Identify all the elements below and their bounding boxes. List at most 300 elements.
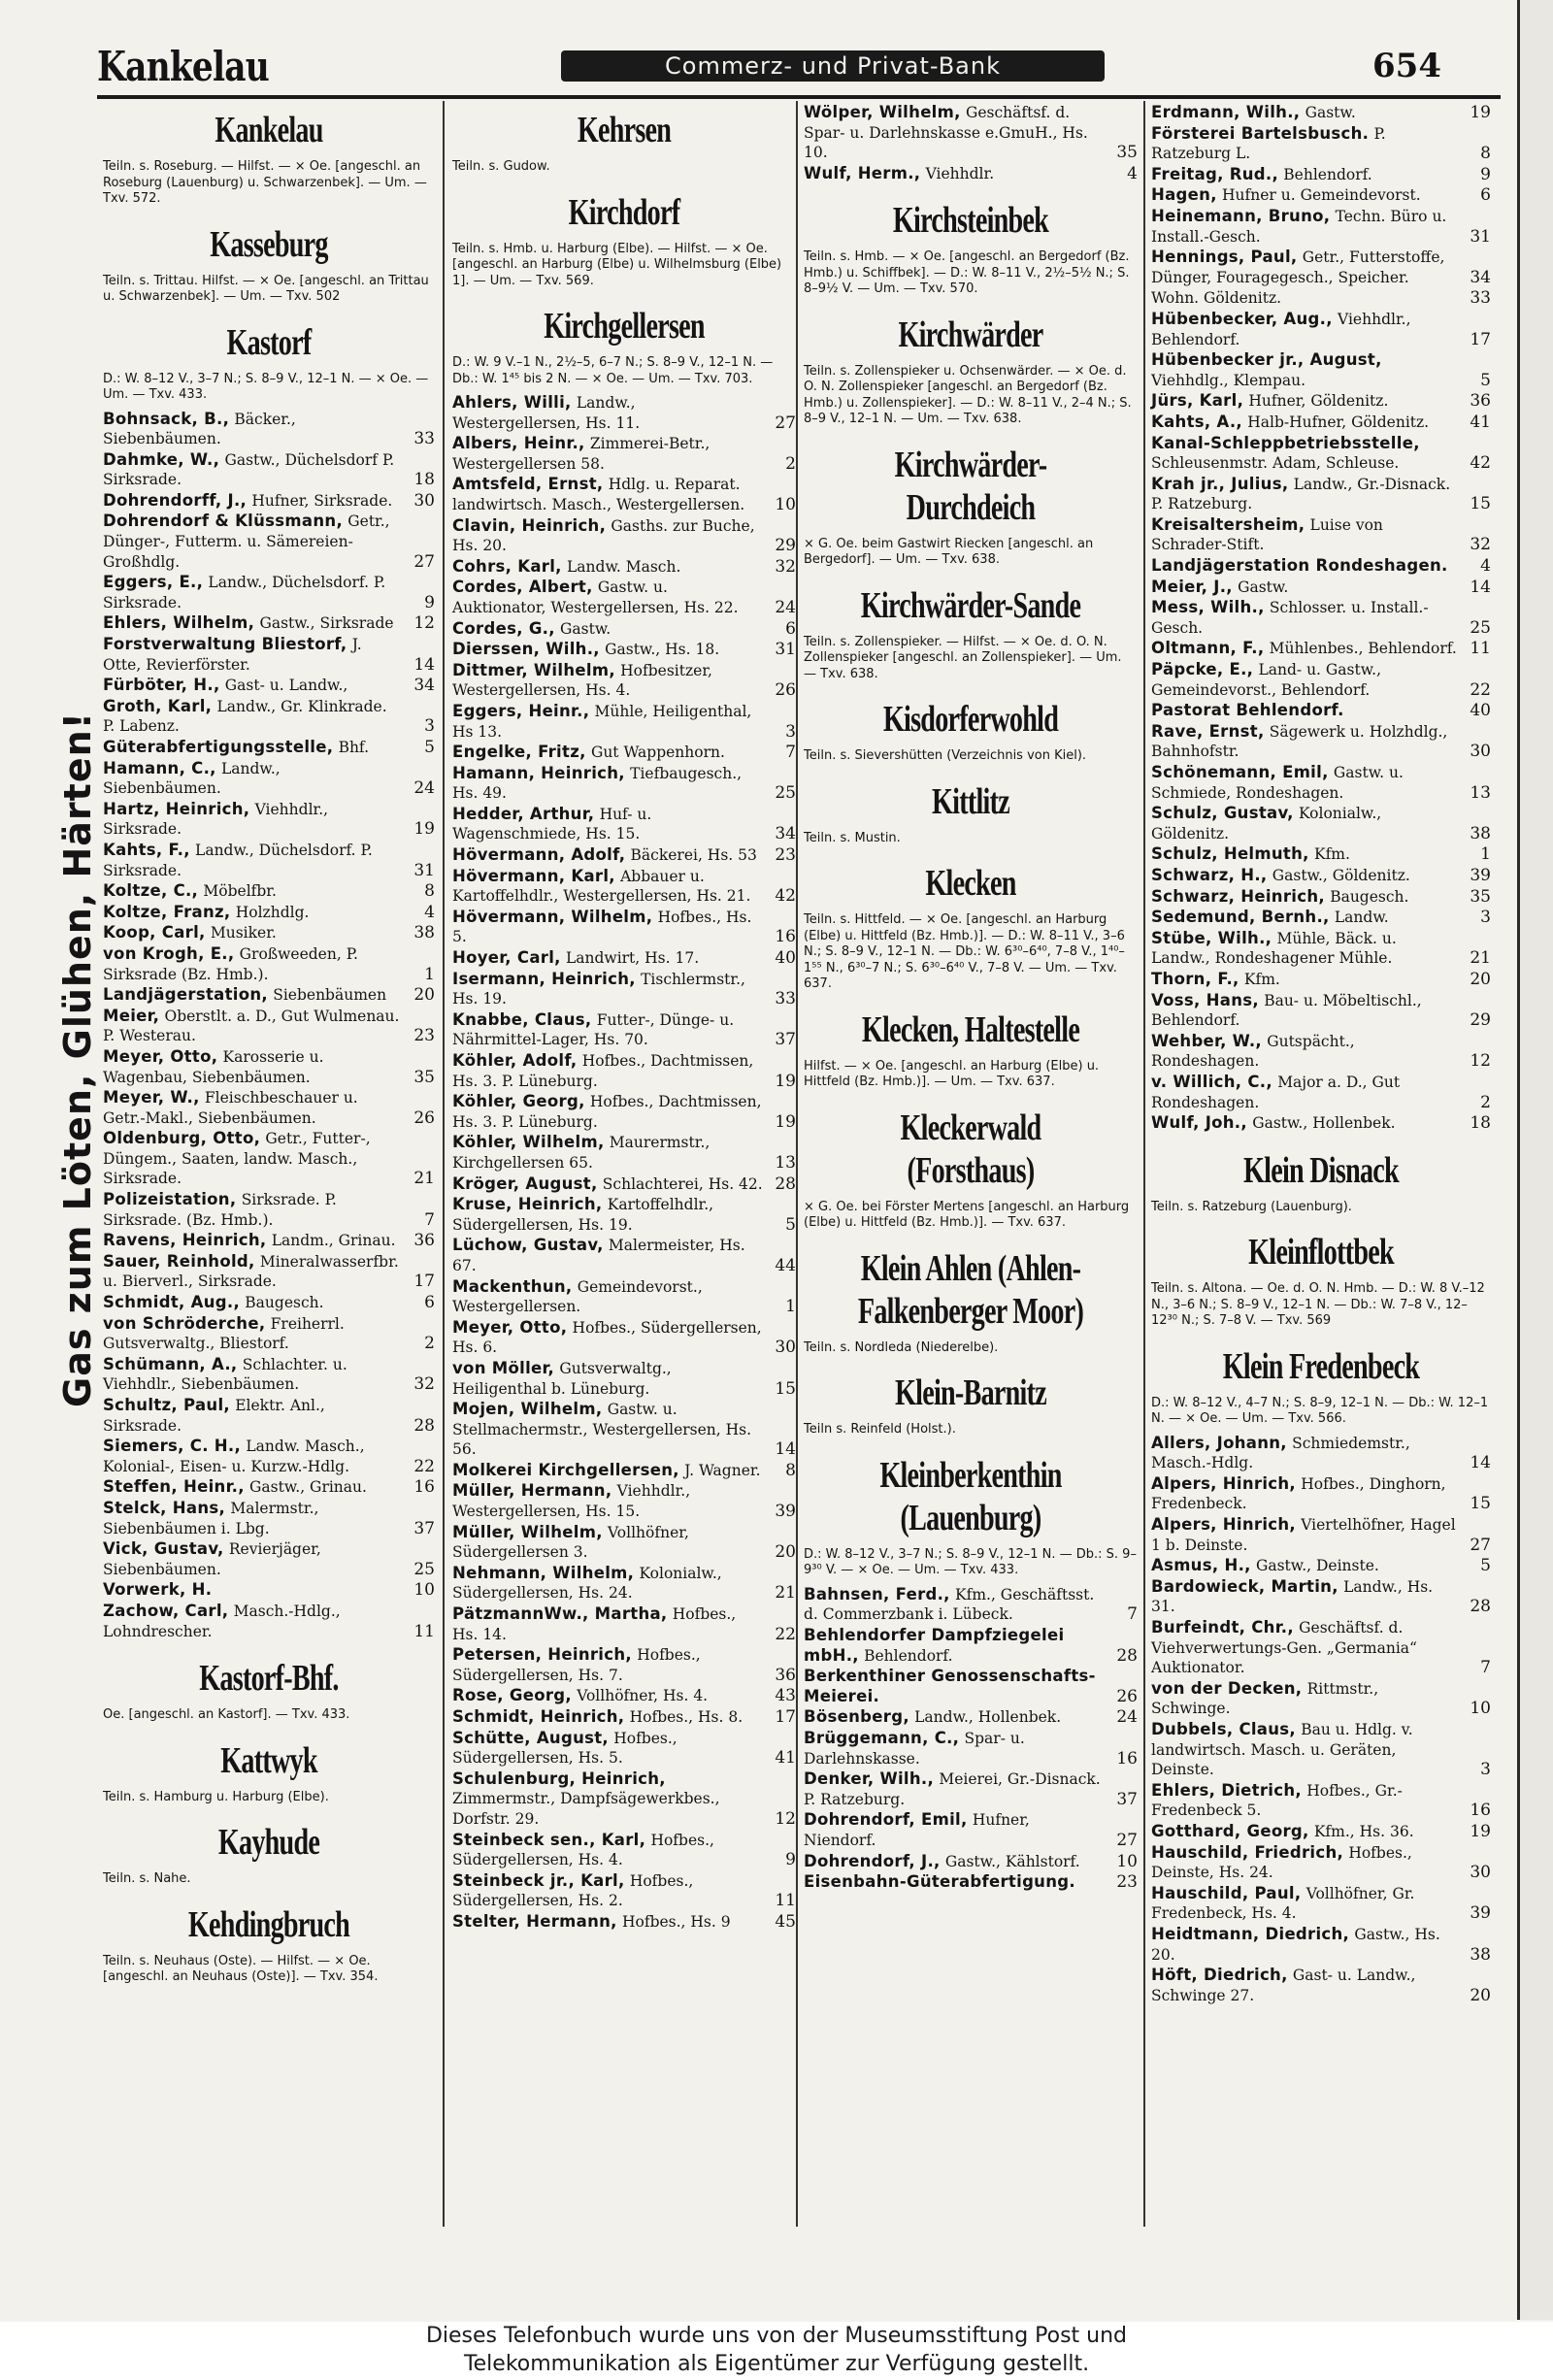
subscriber-details: Mühle, Bäck. u. Landw., Rondeshagener Mühle. [1151, 929, 1397, 968]
directory-entry [804, 103, 1138, 163]
phone-number: 1 [424, 964, 435, 984]
subscriber-details: Hufner u. Gemeindevorst. [1222, 186, 1421, 205]
directory-entry [452, 743, 796, 763]
place-info: Teiln. s. Trittau. Hilfst. — × Oe. [angeschl. an Trittau u. Schwarzenbek]. — Um. — Txv. 502 [103, 273, 429, 304]
phone-number: 36 [413, 1231, 435, 1251]
phone-number: 3 [424, 716, 435, 737]
phone-number: 38 [1470, 1944, 1491, 1965]
directory-entry [452, 1195, 796, 1235]
subscriber-name: Mackenthun, [452, 1276, 573, 1296]
directory-entry [103, 1580, 435, 1601]
subscriber-name: Stelck, Hans, [103, 1498, 226, 1517]
place-info: D.: W. 8–12 V., 4–7 N.; S. 8–9, 12–1 N. — Db.: W. 12–1 N. — × Oe. — Um. — Txv. 566. [1151, 1395, 1489, 1427]
directory-entry [103, 450, 435, 490]
subscriber-name: Petersen, Heinrich, [452, 1645, 632, 1665]
subscriber-name: Landjägerstation, [103, 985, 268, 1005]
place-info: Teiln. s. Hmb. u. Harburg (Elbe). — Hilfst. — × Oe. [angeschl. an Harburg (Elbe) u. Wilhelmsburg (Elbe) 1]. — Um. — Txv. 569. [452, 241, 782, 288]
subscriber-details: Baugesch. [245, 1294, 324, 1312]
subscriber-details: Sirksrade. P. Sirksrade. (Bz. Hmb.). [103, 1191, 337, 1229]
subscriber-details: Fleischbeschauer u. Getr.-Makl., Siebenbäumen. [103, 1089, 358, 1127]
phone-number: 42 [1470, 453, 1491, 474]
directory-entry [1151, 1073, 1491, 1112]
subscriber-details: Hdlg. u. Reparat. landwirtsch. Masch., Westergellersen. [452, 476, 745, 513]
directory-entry [452, 1461, 796, 1481]
phone-number: 35 [1116, 143, 1138, 163]
subscriber-details: Karosserie u. Wagenbau, Siebenbäumen. [103, 1047, 324, 1086]
place-heading: Klecken, Haltestelle [861, 1008, 1080, 1050]
subscriber-name: Dubbels, Claus, [1151, 1720, 1296, 1738]
phone-number: 19 [413, 819, 435, 840]
phone-number: 27 [1116, 1831, 1138, 1850]
subscriber-name: Sauer, Reinhold, [103, 1251, 255, 1271]
phone-number: 17 [1470, 329, 1491, 349]
phone-number: 12 [775, 1808, 796, 1829]
subscriber-name: Oldenburg, Otto, [103, 1129, 261, 1148]
directory-entry [1151, 991, 1491, 1031]
phone-number: 12 [413, 613, 435, 634]
subscriber-details: Landw., Hs. 31. [1151, 1577, 1434, 1616]
directory-entry [452, 1564, 796, 1603]
column-divider [1143, 101, 1145, 2227]
directory-entry [103, 1252, 435, 1292]
phone-number: 39 [775, 1502, 796, 1522]
directory-entry [452, 845, 796, 866]
subscriber-name: Eggers, E., [103, 573, 204, 592]
directory-entry [1151, 866, 1491, 886]
subscriber-details: Hofbes., Südergellersen, Hs. 6. [452, 1318, 762, 1357]
phone-number: 5 [1480, 1556, 1491, 1576]
directory-entry [1151, 701, 1491, 721]
subscriber-details: Gastw., Hollenbek. [1252, 1114, 1396, 1133]
subscriber-details: Kfm., Geschäftsst. d. Commerzbank i. Lübeck. [804, 1585, 1095, 1624]
place-info: Teiln. s. Hmb. — × Oe. [angeschl. an Bergedorf (Bz. Hmb.) u. Schiffbek]. — D.: W. 8–11 V., 2½–5½ N.; S. 8–9½ V. — Um. — Txv. 570. [804, 249, 1130, 297]
subscriber-name: Päpcke, E., [1151, 660, 1254, 679]
phone-number: 14 [413, 654, 435, 675]
subscriber-details: Kolonialw., Südergellersen, Hs. 24. [452, 1564, 722, 1603]
subscriber-name: Wölper, Wilhelm, [804, 103, 961, 121]
subscriber-details: Gastw., Düchelsdorf P. Sirksrade. [103, 450, 395, 489]
phone-number: 5 [424, 738, 435, 757]
directory-entry [452, 578, 796, 617]
directory-entry [804, 1810, 1138, 1850]
subscriber-name: Hoyer, Carl, [452, 948, 561, 968]
subscriber-details: Kfm. [1313, 845, 1350, 864]
subscriber-details: Huf- u. Wagenschmiede, Hs. 15. [452, 805, 652, 843]
subscriber-details: Getr., Dünger-, Futterm. u. Sämereien-Großhdlg. [103, 512, 390, 571]
directory-entry [1151, 475, 1491, 514]
directory-entry [1151, 970, 1491, 990]
subscriber-details: P. Ratzeburg L. [1151, 124, 1386, 163]
subscriber-name: Albers, Heinr., [452, 434, 585, 453]
directory-entry [452, 1318, 796, 1358]
phone-number: 31 [775, 640, 796, 660]
directory-entry [1151, 515, 1491, 555]
directory-entry [1151, 350, 1491, 390]
phone-number: 16 [775, 927, 796, 947]
directory-entry [1151, 804, 1491, 843]
subscriber-name: von Krogh, E., [103, 943, 235, 963]
subscriber-name: Schümann, A., [103, 1354, 238, 1373]
subscriber-details: Hofbes., Dachtmissen, Hs. 3. P. Lüneburg. [452, 1052, 754, 1090]
subscriber-name: Rose, Georg, [452, 1686, 572, 1705]
phone-number: 3 [1480, 1760, 1491, 1780]
phone-number: 20 [1470, 969, 1491, 989]
subscriber-details: Hofbes., Hs. 9 [622, 1912, 731, 1931]
subscriber-details: Viehhdlr., Sirksrade. [103, 800, 329, 839]
subscriber-details: Landw., Westergellersen, Hs. 11. [452, 394, 641, 432]
subscriber-name: Hövermann, Karl, [452, 866, 615, 885]
subscriber-details: Baugesch. [1330, 887, 1409, 906]
directory-entry [452, 640, 796, 660]
phone-number: 38 [413, 923, 435, 943]
place-info: Hilfst. — × Oe. [angeschl. an Harburg (Elbe) u. Hittfeld (Bz. Hmb.)]. — Um. — Txv. 637. [804, 1058, 1100, 1090]
subscriber-details: Hufner, Sirksrade. [251, 491, 393, 510]
directory-entry [103, 903, 435, 923]
subscriber-name: Lüchow, Gustav, [452, 1236, 604, 1255]
directory-entry [452, 393, 796, 433]
directory-entry [452, 1523, 796, 1563]
phone-number: 33 [1470, 288, 1491, 309]
subscriber-name: Polizeistation, [103, 1190, 237, 1209]
phone-number: 41 [1470, 412, 1491, 432]
column-divider [443, 101, 445, 2227]
phone-number: 3 [785, 721, 796, 742]
footer-line-2: Telekommunikation als Eigentümer zur Verfügung gestellt. [463, 2352, 1090, 2376]
subscriber-name: Nehmann, Wilhelm, [452, 1563, 635, 1582]
subscriber-details: Hufner, Göldenitz. [1248, 392, 1389, 411]
directory-entry [1151, 185, 1491, 206]
phone-number: 6 [785, 618, 796, 639]
place-info: D.: W. 8–12 V., 3–7 N.; S. 8–9 V., 12–1 N. — Db.: S. 9–9³⁰ V. — × Oe. — Um. — Txv. 433. [804, 1546, 1137, 1578]
directory-entry [103, 1355, 435, 1395]
phone-number: 36 [775, 1665, 796, 1685]
subscriber-name: Kahts, F., [103, 840, 190, 859]
subscriber-details: Landw., Düchelsdorf. P. Sirksrade. [103, 574, 386, 612]
subscriber-details: J. Wagner. [684, 1461, 761, 1479]
subscriber-name: Hamann, Heinrich, [452, 763, 625, 782]
directory-entry [452, 1236, 796, 1275]
place-heading: Kittlitz [932, 780, 1009, 822]
subscriber-details: Spar- u. Darlehnskasse. [804, 1730, 1025, 1768]
subscriber-name: Höft, Diedrich, [1151, 1966, 1288, 1985]
subscriber-name: Dohrendorf, J., [804, 1851, 941, 1870]
subscriber-name: Hauschild, Paul, [1151, 1883, 1302, 1902]
directory-entry [452, 805, 796, 844]
subscriber-name: Freitag, Rud., [1151, 164, 1279, 183]
subscriber-details: Behlendorf. [1283, 165, 1372, 183]
directory-entry [452, 908, 796, 947]
subscriber-name: Müller, Hermann, [452, 1481, 612, 1501]
subscriber-details: Großweeden, P. Sirksrade (Bz. Hmb.). [103, 944, 358, 983]
phone-number: 9 [1480, 164, 1491, 184]
subscriber-name: Kahts, A., [1151, 412, 1242, 431]
subscriber-name: Kröger, August, [452, 1173, 598, 1193]
directory-entry [103, 1190, 435, 1230]
place-heading: Kleinflottbek [1248, 1232, 1394, 1273]
directory-entry [1151, 207, 1491, 247]
directory-entry [103, 1088, 435, 1128]
place-heading: Kirchsteinbek [892, 200, 1049, 242]
directory-entry [103, 512, 435, 572]
phone-number: 4 [1480, 556, 1491, 577]
phone-number: 1 [1480, 844, 1491, 865]
subscriber-details: Landw., Gr. Klinkrade. P. Labenz. [103, 697, 387, 736]
place-info: Teiln. s. Sievershütten (Verzeichnis von Kiel). [804, 748, 1087, 764]
phone-number: 43 [775, 1686, 796, 1706]
header-rule [97, 95, 1501, 99]
directory-entry [103, 676, 435, 696]
place-heading: Kankelau [215, 110, 323, 150]
directory-entry [452, 1010, 796, 1050]
directory-entry [1151, 929, 1491, 969]
phone-number: 20 [413, 985, 435, 1006]
place-heading: Klein Fredenbeck [1222, 1345, 1420, 1387]
subscriber-name: Schulz, Helmuth, [1151, 844, 1309, 864]
subscriber-name: Steinbeck sen., Karl, [452, 1830, 646, 1849]
phone-number: 20 [1470, 1985, 1491, 2005]
directory-entry [103, 613, 435, 634]
subscriber-details: J. Otte, Revierförster. [103, 636, 362, 674]
subscriber-details: Freiherrl. Gutsverwaltg., Bliestorf. [103, 1314, 345, 1353]
subscriber-details: Viehhdlr., Behlendorf. [1151, 310, 1411, 348]
footer-notice [0, 2322, 1553, 2380]
phone-number: 37 [775, 1030, 796, 1050]
subscriber-details: Landm., Grinau. [271, 1232, 396, 1250]
phone-number: 32 [775, 556, 796, 577]
place-heading: Kehdingbruch [187, 1903, 350, 1945]
subscriber-name: Koltze, Franz, [103, 902, 231, 921]
phone-number: 21 [775, 1583, 796, 1603]
subscriber-details: Hufner, Niendorf. [804, 1811, 1030, 1849]
directory-entry [1151, 248, 1491, 287]
directory-entry [1151, 1113, 1491, 1134]
phone-number: 6 [1480, 185, 1491, 206]
subscriber-name: Hövermann, Adolf, [452, 845, 626, 865]
subscriber-details: Oberstlt. a. D., Gut Wulmenau. P. Westerau. [103, 1007, 400, 1045]
subscriber-name: Bardowieck, Martin, [1151, 1576, 1338, 1596]
subscriber-name: Hartz, Heinrich, [103, 799, 250, 818]
directory-entry [1151, 598, 1491, 638]
directory-entry [452, 867, 796, 907]
directory-entry [1151, 887, 1491, 908]
subscriber-details: Bäcker., Siebenbäumen. [103, 410, 296, 448]
directory-entry [1151, 1781, 1491, 1821]
subscriber-details: Gastw., Kählstorf. [944, 1852, 1080, 1870]
subscriber-details: Hofbes., Hs. 5. [452, 908, 752, 946]
directory-entry [452, 1481, 796, 1521]
phone-number: 13 [775, 1152, 796, 1173]
phone-number: 7 [424, 1209, 435, 1230]
subscriber-details: Mühlenbes., Behlendorf. [1269, 640, 1457, 658]
subscriber-name: Landjägerstation Rondeshagen. [1151, 556, 1448, 576]
subscriber-details: Bau- u. Möbeltischl., Behlendorf. [1151, 991, 1422, 1030]
phone-number: 30 [1470, 1863, 1491, 1883]
subscriber-details: Landwirt, Hs. 17. [565, 949, 700, 968]
phone-number: 7 [1480, 1658, 1491, 1678]
subscriber-details: Holzhdlg. [235, 903, 310, 921]
subscriber-name: Koop, Carl, [103, 923, 206, 942]
subscriber-name: Dohrendorf & Klüssmann, [103, 512, 344, 531]
directory-entry [452, 1871, 796, 1911]
subscriber-name: Hübenbecker, Aug., [1151, 309, 1333, 328]
subscriber-details: Geschäftsf. d. Viehverwertungs-Gen. „Germania“ Auktionator. [1151, 1619, 1417, 1677]
directory-entry [452, 1707, 796, 1728]
place-info: D.: W. 8–12 V., 3–7 N.; S. 8–9 V., 12–1 N. — × Oe. — Um. — Txv. 433. [103, 371, 429, 402]
subscriber-details: Schlosser. u. Install.-Gesch. [1151, 599, 1429, 637]
directory-entry [103, 1231, 435, 1251]
phone-number: 15 [775, 1378, 796, 1399]
directory-entry [1151, 1925, 1491, 1965]
phone-number: 34 [775, 824, 796, 844]
vertical-advertisement: Gas zum Löten, Glühen, Härten! [56, 711, 99, 1407]
phone-number: 12 [1470, 1051, 1491, 1072]
directory-entry [452, 1645, 796, 1685]
subscriber-details: Futter-, Dünge- u. Nährmittel-Lager, Hs. 70. [452, 1010, 735, 1049]
directory-entry [452, 1831, 796, 1870]
subscriber-name: Denker, Wilh., [804, 1769, 935, 1789]
subscriber-name: Krah jr., Julius, [1151, 474, 1289, 493]
subscriber-name: Ehlers, Dietrich, [1151, 1780, 1302, 1800]
subscriber-name: Schmidt, Heinrich, [452, 1707, 625, 1726]
subscriber-name: Köhler, Georg, [452, 1092, 585, 1111]
directory-entry [1151, 556, 1491, 577]
subscriber-name: Hamann, C., [103, 758, 216, 777]
directory-entry [1151, 1843, 1491, 1883]
phone-number: 28 [775, 1173, 796, 1194]
directory-entry [452, 1769, 796, 1830]
directory-entry [103, 738, 435, 758]
subscriber-details: Gast- u. Landw., [224, 677, 348, 695]
directory-entry [804, 1852, 1138, 1872]
subscriber-details: Techn. Büro u. Install.-Gesch. [1151, 207, 1447, 246]
phone-number: 8 [785, 1460, 796, 1480]
phone-number: 38 [1470, 823, 1491, 843]
phone-number: 13 [1470, 782, 1491, 803]
subscriber-name: Sedemund, Bernh., [1151, 908, 1330, 927]
phone-number: 35 [413, 1067, 435, 1087]
subscriber-details: Viehhdlr., Westergellersen, Hs. 15. [452, 1482, 691, 1521]
place-info: Teiln. s. Hittfeld. — × Oe. [angeschl. an Harburg (Elbe) u. Hittfeld (Bz. Hmb.)]. — D.: W. 8–11 V., 3–6 N.; S. 8–9 V., 12–1 N. — Db.: W. 6³⁰–6⁴⁰, 7–8 V., 1⁴⁰–1⁵⁵ N., 6³⁰–7 N.; S. 6³⁰–6⁴⁰ V., 7–8 V. — Um. — Txv. 637. [804, 912, 1125, 992]
place-info: Teiln. s. Zollenspieker. — Hilfst. — × Oe. d. O. N. Zollenspieker [angeschl. an Zollenspieker]. — Um. — Txv. 638. [804, 634, 1122, 681]
phone-number: 35 [1470, 886, 1491, 907]
phone-number: 16 [1116, 1748, 1138, 1768]
subscriber-details: Kfm., Hs. 36. [1313, 1822, 1414, 1840]
subscriber-name: Molkerei Kirchgellersen, [452, 1460, 679, 1479]
directory-entry [452, 948, 796, 969]
subscriber-name: Knabbe, Claus, [452, 1009, 592, 1029]
directory-entry [1151, 1515, 1491, 1555]
column-divider [796, 101, 798, 2227]
directory-entry [804, 1872, 1138, 1893]
subscriber-name: Eggers, Heinr., [452, 701, 590, 720]
subscriber-details: Hofbes., Deinste, Hs. 24. [1151, 1843, 1412, 1882]
subscriber-details: Gastw. [1305, 104, 1356, 121]
phone-number: 42 [775, 886, 796, 907]
phone-number: 9 [785, 1850, 796, 1870]
subscriber-details: Hofbes., Südergellersen, Hs. 2. [452, 1871, 694, 1910]
phone-number: 11 [775, 1891, 796, 1911]
subscriber-details: Landw., Gr.-Disnack. P. Ratzeburg. [1151, 475, 1451, 513]
directory-entry [452, 661, 796, 701]
running-head: Kankelau [97, 43, 269, 90]
phone-number: 8 [424, 881, 435, 902]
phone-number: 25 [775, 783, 796, 804]
page-number: 654 [1372, 47, 1441, 85]
place-info: Teiln. s. Hamburg u. Harburg (Elbe). [103, 1789, 329, 1804]
directory-entry [103, 573, 435, 612]
subscriber-name: Behlendorfer Dampfziegelei mbH., [804, 1626, 1065, 1665]
directory-entry [1151, 763, 1491, 803]
directory-entry [804, 1667, 1138, 1706]
subscriber-details: Musiker. [210, 924, 277, 942]
directory-entry [1151, 908, 1491, 928]
phone-number: 21 [1470, 948, 1491, 969]
place-heading: Kasseburg [210, 223, 328, 265]
phone-number: 8 [1480, 144, 1491, 164]
place-heading: Kastorf-Bhf. [199, 1658, 339, 1700]
phone-number: 4 [1127, 163, 1138, 183]
subscriber-name: Müller, Wilhelm, [452, 1522, 603, 1541]
directory-entry [103, 944, 435, 984]
subscriber-name: Meier, J., [1151, 577, 1233, 596]
phone-number: 26 [413, 1107, 435, 1128]
directory-entry [103, 1437, 435, 1476]
subscriber-name: von der Decken, [1151, 1678, 1303, 1698]
phone-number: 19 [775, 1111, 796, 1132]
subscriber-name: Kruse, Heinrich, [452, 1195, 603, 1214]
subscriber-name: Allers, Johann, [1151, 1433, 1287, 1452]
subscriber-name: Fürböter, H., [103, 676, 220, 695]
phone-number: 25 [1470, 617, 1491, 638]
phone-number: 44 [775, 1255, 796, 1275]
directory-entry [103, 1499, 435, 1538]
place-heading: Kisdorferwohld [882, 699, 1059, 741]
phone-number: 27 [413, 551, 435, 572]
subscriber-name: Heidtmann, Diedrich, [1151, 1924, 1350, 1943]
subscriber-details: Revierjäger, Siebenbäumen. [103, 1540, 321, 1578]
subscriber-details: Wohn. Göldenitz. [1151, 289, 1282, 308]
subscriber-name: Alpers, Hinrich, [1151, 1473, 1296, 1493]
phone-number: 7 [1127, 1604, 1138, 1625]
phone-number: 20 [775, 1542, 796, 1563]
phone-number: 19 [1470, 1821, 1491, 1841]
directory-entry [1151, 391, 1491, 412]
directory-entry [452, 557, 796, 578]
subscriber-details: Kfm. [1243, 970, 1280, 988]
phone-number: 30 [1470, 742, 1491, 762]
footer-line-1: Dieses Telefonbuch wurde uns von der Museumsstiftung Post und [425, 2324, 1128, 2348]
directory-entry [804, 1626, 1138, 1666]
place-heading: Kirchdorf [568, 191, 680, 233]
directory-entry [452, 1686, 796, 1706]
subscriber-details: Schlachter. u. Viehhdlr., Siebenbäumen. [103, 1355, 347, 1394]
column-4 [1151, 103, 1491, 2006]
subscriber-details: Zimmermstr., Dampfsägewerkbes., Dorfstr. 29. [452, 1790, 720, 1828]
subscriber-name: Schwarz, Heinrich, [1151, 886, 1325, 906]
subscriber-name: Schütte, August, [452, 1728, 609, 1747]
subscriber-name: Dahmke, W., [103, 449, 220, 469]
phone-number: 39 [1470, 1903, 1491, 1924]
subscriber-name: Försterei Bartelsbusch. [1151, 123, 1370, 143]
directory-entry [452, 1729, 796, 1768]
directory-entry [103, 1047, 435, 1087]
place-heading: Klecken [925, 863, 1016, 905]
place-heading: Kirchwärder-Durchdeich [894, 444, 1047, 528]
directory-entry [1151, 578, 1491, 598]
subscriber-name: Hauschild, Friedrich, [1151, 1842, 1344, 1862]
phone-number: 7 [785, 743, 796, 763]
phone-number: 23 [775, 845, 796, 866]
